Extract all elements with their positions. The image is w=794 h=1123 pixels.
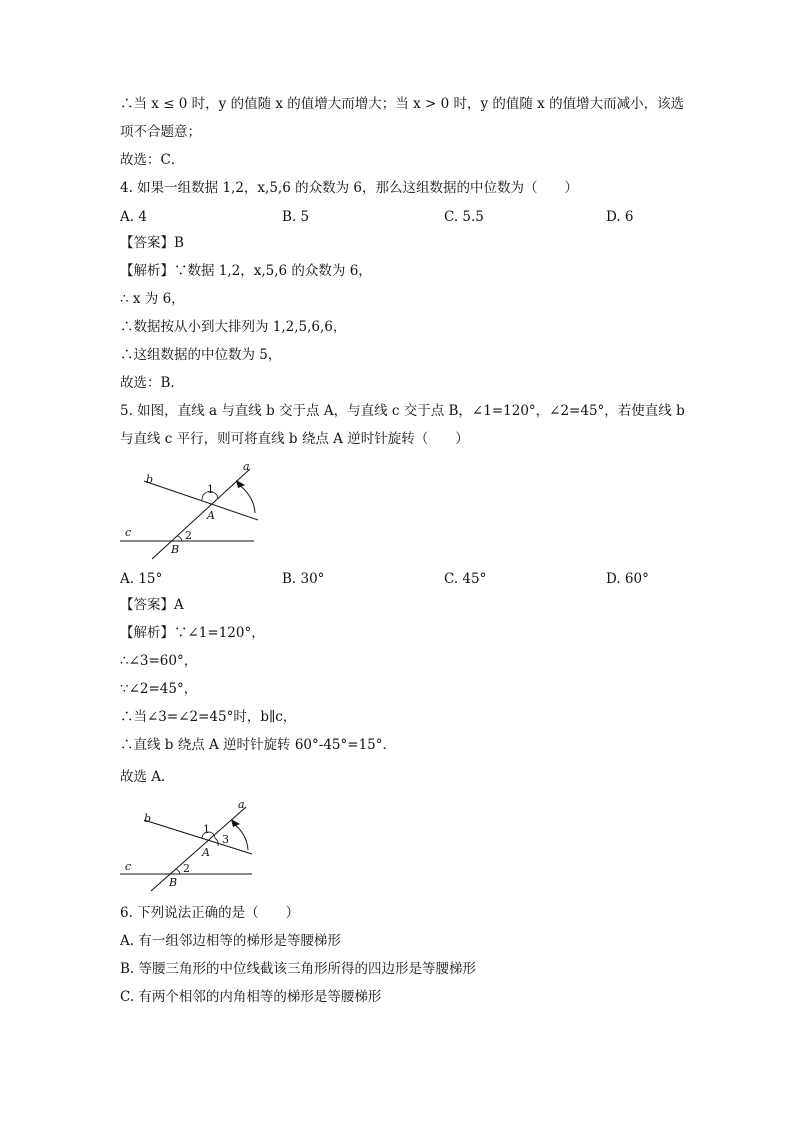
q4-explanation-3: ∴数据按从小到大排列为 1,2,5,6,6， [120,319,347,335]
question-6: 6. 下列说法正确的是（ ） [120,905,300,921]
label-B: B [171,543,180,556]
q5-answer: 【答案】A [120,597,184,613]
q4-option-a: A. 4 [120,209,147,225]
q6-option-c: C. 有两个相邻的内角相等的梯形是等腰梯形 [120,989,382,1005]
q4-option-b: B. 5 [282,209,310,225]
q4-option-d: D. 6 [606,209,634,225]
arrow-head [236,480,245,488]
label-1: 1 [203,823,210,836]
q5-explanation-5: ∴直线 b 绕点 A 逆时针旋转 60°-45°=15°． [120,737,397,753]
label-3: 3 [222,833,229,846]
label-b: b [144,812,152,825]
label-a: a [238,798,245,811]
label-1: 1 [207,483,214,496]
q5-option-a: A. 15° [120,571,163,587]
arrow-head [231,819,240,827]
line-l1: ∴当 x ≤ 0 时，y 的值随 x 的值增大而增大；当 x > 0 时，y 的值随 x 的值增大而减小，该选 [120,96,685,112]
q4-choose: 故选：B． [120,375,184,391]
label-2: 2 [185,529,192,542]
label-A: A [202,846,210,859]
q5-option-d: D. 60° [606,571,649,587]
label-c: c [125,526,132,539]
q5-option-c: C. 45° [444,571,487,587]
rotation-arrow [238,484,255,513]
line-l2: 项不合题意； [120,124,201,140]
angle-2-arc [177,536,182,541]
q4-explanation-2: ∴ x 为 6， [120,291,185,307]
q4-explanation-4: ∴这组数据的中位数为 5， [120,347,282,363]
figure-q5 [118,458,268,563]
label-2: 2 [183,862,190,875]
q5-explanation-4: ∴当∠3=∠2=45°时，b∥c， [120,709,297,725]
question-4: 4. 如果一组数据 1,2，x,5,6 的众数为 6，那么这组数据的中位数为（ ） [120,180,578,196]
label-B: B [169,876,178,889]
question-5-line2: 与直线 c 平行，则可将直线 b 绕点 A 逆时针旋转（ ） [120,431,469,447]
label-b: b [146,473,154,486]
line-l3: 故选：C． [120,152,185,168]
q5-explanation-1: 【解析】∵∠1=120°， [120,625,265,641]
q4-answer: 【答案】B [120,235,184,251]
rotation-arrow [233,823,248,850]
q6-option-a: A. 有一组邻边相等的梯形是等腰梯形 [120,933,341,949]
figure-q5-solution [118,798,268,896]
q5-explanation-3: ∵∠2=45°， [120,681,198,697]
q5-choose: 故选 A． [120,769,175,785]
question-5-line1: 5. 如图，直线 a 与直线 b 交于点 A，与直线 c 交于点 B，∠1=120°，∠2=45°，若使直线 b [120,403,685,419]
q6-option-b: B. 等腰三角形的中位线截该三角形所得的四边形是等腰梯形 [120,961,477,977]
q5-explanation-2: ∴∠3=60°， [120,653,198,669]
label-a: a [243,460,250,473]
q5-option-b: B. 30° [282,571,325,587]
line-a [152,469,250,559]
label-A: A [207,509,215,522]
label-c: c [125,860,132,873]
q4-option-c: C. 5.5 [444,209,484,225]
q4-explanation-1: 【解析】∵数据 1,2，x,5,6 的众数为 6， [120,263,372,279]
